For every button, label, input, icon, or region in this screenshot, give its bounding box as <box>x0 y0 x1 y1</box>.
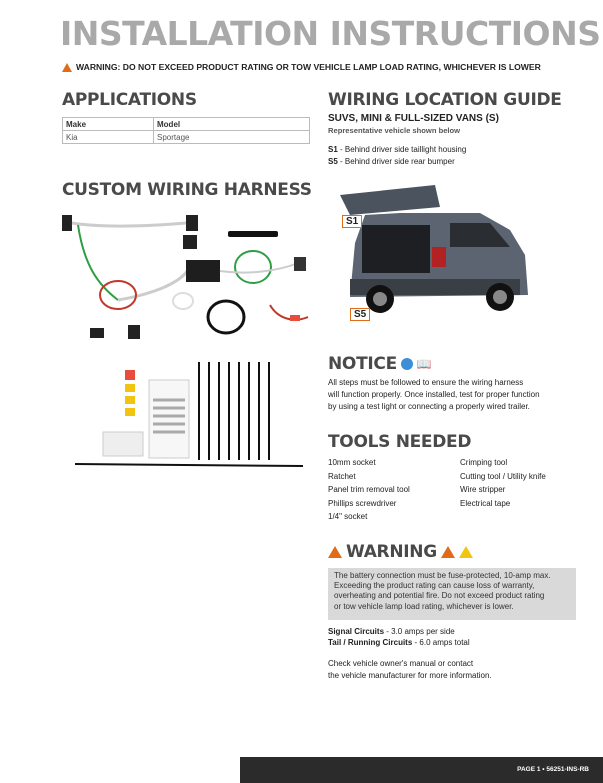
page-title: INSTALLATION INSTRUCTIONS <box>60 14 601 53</box>
warning-icon <box>441 546 455 558</box>
warning-heading: WARNING <box>346 542 437 562</box>
check-line: Check vehicle owner's manual or contact <box>328 659 474 668</box>
warning-icon <box>62 63 72 72</box>
tool-item: Electrical tape <box>460 498 511 508</box>
rating-value: - 6.0 amps total <box>412 638 470 647</box>
tool-item: 1/4" socket <box>328 512 368 521</box>
location-code: S1 <box>328 145 338 154</box>
table-cell: Kia <box>63 131 154 144</box>
location-text: - Behind driver side taillight housing <box>337 145 467 154</box>
warning-line: The battery connection must be fuse-protected, 10-amp max. <box>334 571 551 580</box>
tools-col2 <box>460 456 546 510</box>
location-code: S5 <box>328 157 338 166</box>
rating-tail <box>328 637 470 649</box>
warning-line: overheating and potential fire. Do not exceed product rating <box>334 591 545 601</box>
warning-line: or tow vehicle lamp load rating, whichever is lower. <box>334 601 514 611</box>
location-s1 <box>328 144 466 156</box>
callout-s5: S5 <box>350 308 370 321</box>
warning-line: Exceeding the product rating can cause loss of warranty, <box>334 581 535 591</box>
check-text <box>328 658 492 682</box>
warning-heading-row <box>328 542 473 562</box>
harness-heading: CUSTOM WIRING HARNESS <box>62 180 312 200</box>
table-row <box>63 131 310 144</box>
tool-item: Wire stripper <box>460 485 506 494</box>
notice-line: by using a test light or connecting a properly wired trailer. <box>328 402 530 411</box>
tool-item: Panel trim removal tool <box>328 485 410 494</box>
table-cell: Sportage <box>154 131 310 144</box>
notice-line: will function properly. Once installed, test for proper function <box>328 390 540 399</box>
table-header-row <box>63 118 310 131</box>
table-header-cell: Model <box>154 118 310 131</box>
warning-icon <box>328 546 342 558</box>
tool-item: Crimping tool <box>460 458 508 467</box>
book-icon: 📖 <box>416 357 432 371</box>
header-warning-text: WARNING: DO NOT EXCEED PRODUCT RATING OR TOW VEHICLE LAMP LOAD RATING, WHICHEVER IS LOWER <box>76 62 541 72</box>
location-text: - Behind driver side rear bumper <box>337 157 455 166</box>
tool-item: Ratchet <box>328 471 356 481</box>
wiring-guide-heading: WIRING LOCATION GUIDE <box>328 90 562 110</box>
vehicle-image <box>340 185 535 323</box>
notice-heading: NOTICE <box>328 354 397 374</box>
page-footer: PAGE 1 • 56251-INS-RB <box>240 757 603 783</box>
wiring-guide-subheading: SUVS, MINI & FULL-SIZED VANS (S) <box>328 113 499 124</box>
callout-s1: S1 <box>342 215 362 228</box>
notice-text <box>328 377 593 413</box>
warning-box <box>328 568 576 620</box>
tool-item: Phillips screwdriver <box>328 498 397 508</box>
rating-value: - 3.0 amps per side <box>384 627 455 636</box>
applications-table <box>62 117 310 144</box>
tool-item: 10mm socket <box>328 458 376 467</box>
wiring-guide-note: Representative vehicle shown below <box>328 126 461 135</box>
rating-label: Tail / Running Circuits <box>328 638 413 647</box>
notice-heading-row <box>328 354 432 374</box>
kit-contents-image <box>75 360 305 470</box>
header-warning <box>62 62 541 72</box>
harness-image <box>58 205 313 345</box>
info-icon <box>401 358 413 370</box>
tools-col1 <box>328 456 410 524</box>
tool-item: Cutting tool / Utility knife <box>460 471 546 481</box>
notice-line: All steps must be followed to ensure the wiring harness <box>328 378 524 387</box>
electrical-hazard-icon <box>459 546 473 558</box>
applications-heading: APPLICATIONS <box>62 90 197 110</box>
rating-label: Signal Circuits <box>328 627 385 636</box>
check-line: the vehicle manufacturer for more information. <box>328 671 492 680</box>
tools-heading: TOOLS NEEDED <box>328 432 472 452</box>
location-s5 <box>328 156 455 168</box>
table-header-cell: Make <box>63 118 154 131</box>
